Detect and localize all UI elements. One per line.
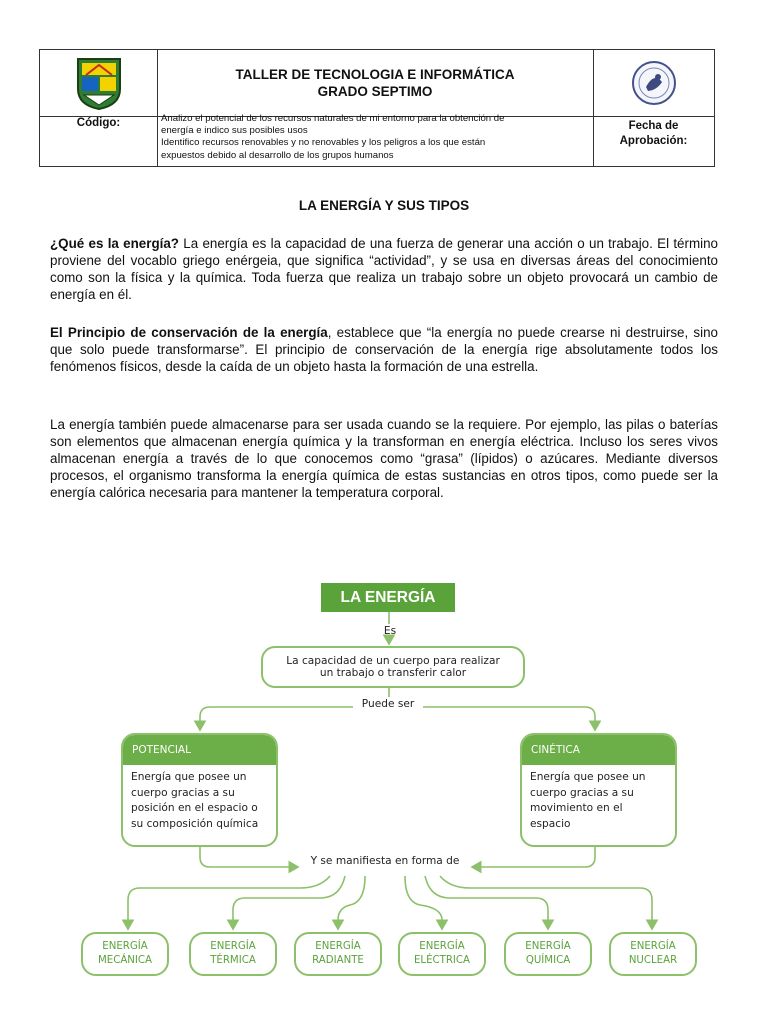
description-line: movimiento en el [530, 802, 623, 814]
paragraph-text: , establece que “la energía no puede crearse ni destruirse, sino que solo puede transformarse”. El principio de conservación de la energía rige absolutamente todos los fenómenos físicos, desde la caída de un objeto hasta la formación de una estrella. [50, 325, 718, 375]
paragraph-heading: El Principio de conservación de la energía [50, 325, 328, 340]
description-line: cuerpo gracias a su [131, 786, 235, 799]
energy-type-name: MECÁNICA [97, 955, 153, 966]
energy-type-label: ENERGÍA [525, 941, 571, 952]
energy-type-chemical [504, 932, 592, 976]
school-logo [40, 50, 157, 116]
objective-line: expuestos debido al desarrollo de los grupos humanos [161, 149, 394, 161]
paragraph-storage [50, 416, 718, 501]
energy-type-electrical [398, 932, 486, 976]
objectives [161, 113, 589, 162]
energy-type-name: RADIANTE [312, 955, 364, 966]
paragraph-heading: ¿Qué es la energía? [50, 236, 179, 251]
description-line: Energía que posee un [131, 771, 247, 783]
objective-line: Identifico recursos renovables y no renovables y los peligros a los que están [161, 137, 486, 149]
energy-type-mechanical [81, 932, 169, 976]
objective-line: Analizo el potencial de los recursos naturales de mi entorno para la obtención de [161, 113, 505, 124]
header-title-line1: TALLER DE TECNOLOGIA E INFORMÁTICA [235, 67, 515, 82]
header-title-line2: GRADO SEPTIMO [317, 84, 433, 99]
connector-label-es: Es [383, 625, 397, 637]
approval-date-label [593, 119, 714, 149]
paragraph-text: La energía es la capacidad de una fuerza de generar una acción o un trabajo. El término proviene del vocablo griego enérgeia, que significa “actividad”, y se usa en diversas áreas del conocimiento como son la física y la química. Toda fuerza que realiza un trabajo sobre un objeto provocará un cambio de energía en él. [50, 236, 718, 303]
energy-definition-box [261, 646, 525, 688]
potential-energy-heading: POTENCIAL [123, 735, 276, 765]
description-line: Energía que posee un [530, 771, 646, 783]
energy-type-label: ENERGÍA [210, 941, 256, 952]
kinetic-energy-box [520, 733, 677, 847]
institution-seal [593, 50, 714, 116]
header-table [39, 49, 715, 167]
definition-line: La capacidad de un cuerpo para realizar [286, 655, 500, 667]
energy-type-name: QUÍMICA [525, 955, 571, 966]
description-line: cuerpo gracias a su [530, 786, 634, 799]
kinetic-energy-description [522, 765, 675, 837]
connector-label-puede-ser: Puede ser [353, 698, 423, 710]
concept-map-title: LA ENERGÍA [321, 583, 455, 612]
definition-line: un trabajo o transferir calor [319, 667, 467, 679]
approval-date-label-line2: Aprobación: [619, 135, 688, 147]
paragraph-text: La energía también puede almacenarse para ser usada cuando se la requiere. Por ejemplo, las pilas o baterías son elementos que almacenan energía química y la transforman en energía eléctrica. Incluso los seres vivos almacenan energía a través de lo que conocemos como “grasa” (lípidos) o azúcares. Mediante diversos procesos, el organismo transforma la energía química de estas sustancias en otros tipos, como puede ser la energía calórica necesaria para mantener la temperatura corporal. [50, 417, 718, 501]
document-title: LA ENERGÍA Y SUS TIPOS [298, 198, 470, 213]
potential-energy-box [121, 733, 278, 847]
energy-type-nuclear [609, 932, 697, 976]
energy-type-name: ELÉCTRICA [413, 955, 471, 966]
description-line: su composición química [131, 817, 259, 830]
code-label: Código: [76, 117, 121, 129]
kinetic-energy-heading: CINÉTICA [522, 735, 675, 765]
approval-date-label-line1: Fecha de [628, 120, 679, 132]
description-line: posición en el espacio o [131, 802, 258, 814]
energy-type-label: ENERGÍA [315, 941, 361, 952]
energy-type-label: ENERGÍA [630, 941, 676, 952]
energy-type-radiant [294, 932, 382, 976]
energy-type-label: ENERGÍA [419, 941, 465, 952]
potential-energy-description [123, 765, 276, 837]
energy-type-label: ENERGÍA [102, 941, 148, 952]
energy-type-name: NUCLEAR [628, 955, 678, 966]
concept-map [0, 580, 768, 990]
objective-line: energía e indico sus posibles usos [161, 125, 308, 137]
description-line: espacio [530, 817, 571, 830]
header-title [157, 50, 593, 116]
connector-label-manifiesta: Y se manifiesta en forma de [300, 855, 470, 867]
energy-type-name: TÉRMICA [210, 955, 256, 966]
paragraph-conservation [50, 324, 718, 375]
paragraph-what-is-energy [50, 235, 718, 303]
energy-type-thermal [189, 932, 277, 976]
